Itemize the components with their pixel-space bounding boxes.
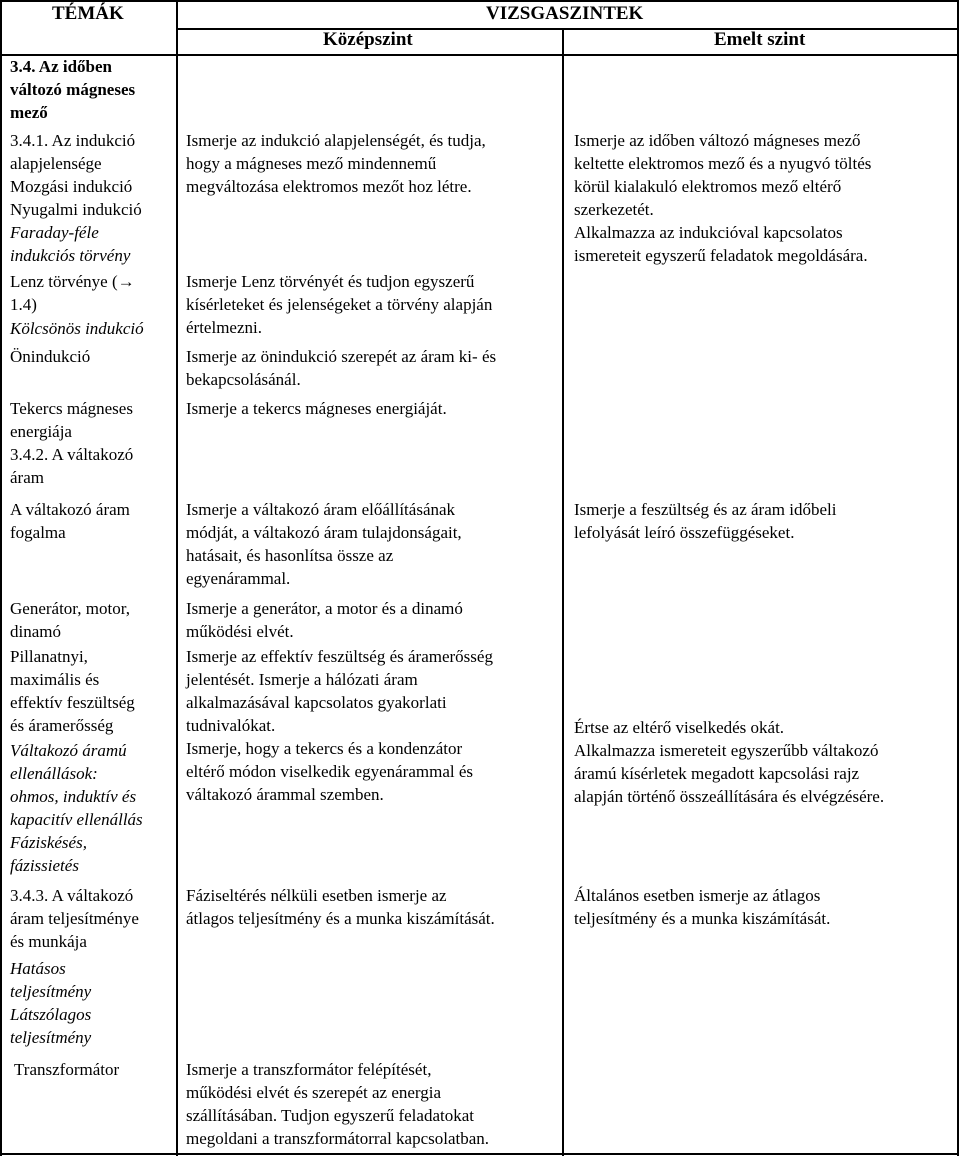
adv-feszultseg-aram: Ismerje a feszültség és az áram időbeli lefolyását leíró összefüggéseket. <box>574 500 837 542</box>
mid-effektiv: Ismerje az effektív feszültség és áramerősség jelentését. Ismerje a hálózati áram alkalmazásával kapcsolatos gyakorlati tudnivalókat. Ismerje, hogy a tekercs és a kondenzátor eltérő módon viselkedik egyenárammal és váltakozó árammal szemben. <box>186 647 493 804</box>
topic-valtakozo-fogalma: A váltakozó áram fogalma <box>10 500 130 542</box>
topic-faraday: Faraday-féle indukciós törvény <box>10 223 131 265</box>
mid-valtakozo: Ismerje a váltakozó áram előállításának módját, a váltakozó áram tulajdonságait, hatásait, és hasonlítsa össze az egyenárammal. <box>186 500 462 588</box>
table-border-left <box>0 0 2 1156</box>
adv-indukcio: Ismerje az időben változó mágneses mező keltette elektromos mező és a nyugvó töltés körül kialakuló elektromos mező eltérő szerkezetét. Alkalmazza az indukcióval kapcsolatos ismereteit egyszerű feladatok megoldására. <box>574 131 872 265</box>
mid-indukcio: Ismerje az indukció alapjelenségét, és tudja, hogy a mágneses mező mindennemű megváltozása elektromos mezőt hoz létre. <box>186 131 486 196</box>
column-divider-2 <box>562 28 564 1156</box>
topic-3-4-3: 3.4.3. A váltakozó áram teljesítménye és munkája <box>10 886 139 951</box>
topic-lenz: Lenz törvénye (→ 1.4) <box>10 272 135 314</box>
header-divider-bottom <box>0 54 959 56</box>
mid-atlagos-teljesitmeny: Fáziseltérés nélküli esetben ismerje az átlagos teljesítmény és a munka kiszámítását. <box>186 886 495 928</box>
table-border-bottom <box>0 1153 959 1155</box>
header-divider-inner <box>176 28 959 30</box>
topic-teljesitmeny: Hatásos teljesítmény Látszólagos teljesítmény <box>10 959 92 1047</box>
mid-transzformator: Ismerje a transzformátor felépítését, működési elvét és szerepét az energia szállításában. Tudjon egyszerű feladatokat megoldani a transzformátorral kapcsolatban. <box>186 1060 490 1148</box>
mid-generator: Ismerje a generátor, a motor és a dinamó működési elvét. <box>186 599 463 641</box>
column-divider-1 <box>176 0 178 1156</box>
header-kozepszint: Középszint <box>323 29 413 50</box>
table-border-top <box>0 0 959 2</box>
table-border-right <box>957 0 959 1156</box>
mid-onindukcio: Ismerje az önindukció szerepét az áram ki- és bekapcsolásánál. <box>186 347 497 389</box>
topic-section-3-4: 3.4. Az időben változó mágneses mező <box>10 57 136 122</box>
topic-onindukcio: Önindukció <box>10 347 91 366</box>
topic-transzformator: Transzformátor <box>14 1060 120 1079</box>
topic-generator: Generátor, motor, dinamó <box>10 599 130 641</box>
adv-atlagos-teljesitmeny: Általános esetben ismerje az átlagos teljesítmény és a munka kiszámítását. <box>574 886 831 928</box>
mid-tekercs: Ismerje a tekercs mágneses energiáját. <box>186 399 447 418</box>
header-temak: TÉMÁK <box>52 3 124 24</box>
header-emelt-szint: Emelt szint <box>714 29 806 50</box>
header-vizsgaszintek: VIZSGASZINTEK <box>486 3 644 24</box>
topic-pillanatnyi: Pillanatnyi, maximális és effektív feszültség és áramerősség <box>10 647 135 735</box>
topic-tekercs: Tekercs mágneses energiája 3.4.2. A váltakozó áram <box>10 399 134 487</box>
mid-lenz: Ismerje Lenz törvényét és tudjon egyszerű kísérleteket és jelenségeket a törvény alapján értelmezni. <box>186 272 493 337</box>
topic-ellenallasok: Váltakozó áramú ellenállások: ohmos, induktív és kapacitív ellenállás Fáziskésés, fázissietés <box>10 741 143 875</box>
topic-3-4-1: 3.4.1. Az indukció alapjelensége Mozgási indukció Nyugalmi indukció <box>10 131 142 219</box>
adv-viselkedes: Értse az eltérő viselkedés okát. Alkalmazza ismereteit egyszerűbb váltakozó áramú kísérletek megadott kapcsolási rajz alapján történő összeállítására és elvégzésére. <box>574 718 885 806</box>
topic-kolcsonos: Kölcsönös indukció <box>10 319 144 338</box>
